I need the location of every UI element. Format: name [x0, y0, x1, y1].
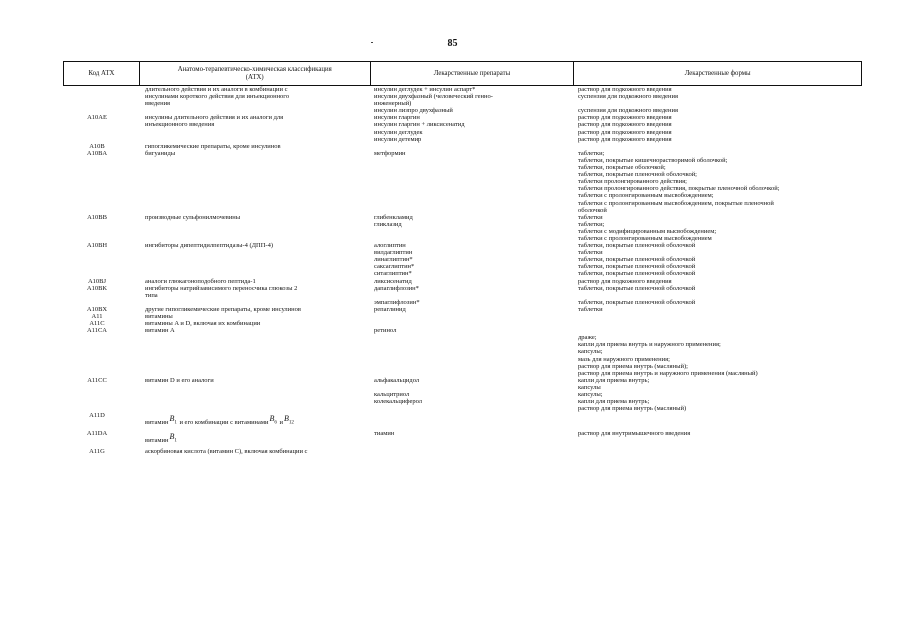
classification-text: и — [279, 419, 284, 427]
table-row — [63, 242, 862, 277]
classification-cell — [139, 86, 370, 114]
table-row — [63, 448, 862, 455]
vitamin-letter: B — [284, 414, 289, 424]
classification-cell — [139, 320, 370, 327]
forms-cell — [574, 214, 862, 242]
dosage-form — [578, 100, 862, 107]
header-classification-line1: Анатомо-терапевтическо-химическая классификация — [177, 65, 332, 73]
classification-cell — [139, 285, 370, 306]
atc-code: A10BJ — [87, 277, 107, 285]
classification-line: витамины — [145, 313, 173, 320]
drugs-cell — [370, 320, 574, 327]
classification-line: инсулины длительного действия и их аналоги для — [145, 114, 284, 122]
classification-cell — [139, 242, 370, 277]
drug-name — [374, 292, 570, 299]
dosage-form: капли для приема внутрь; — [578, 376, 650, 384]
forms-cell — [574, 86, 862, 114]
atc-code-cell — [63, 320, 139, 327]
drugs-cell — [370, 327, 574, 377]
drug-name: инсулин гларгин — [374, 114, 420, 122]
atc-code: A10BB — [87, 213, 107, 221]
dosage-form: раствор для подкожного введения — [578, 121, 672, 129]
dosage-form: таблетки, покрытые пленочной оболочкой — [578, 284, 696, 292]
dosage-form — [578, 327, 862, 334]
atc-code: A11CC — [87, 376, 107, 384]
header-drugs — [371, 62, 575, 85]
classification-line: ингибиторы натрийзависимого переносчика глюкозы 2 — [145, 284, 298, 292]
classification-cell — [139, 412, 370, 430]
classification-line: гипогликемические препараты, кроме инсулинов — [145, 142, 281, 150]
atc-code-cell — [63, 242, 139, 277]
header-forms — [574, 62, 862, 85]
drug-name — [374, 384, 570, 391]
forms-cell — [574, 114, 862, 142]
classification-line — [145, 412, 362, 430]
dosage-form: таблетки с модифицированным высвобождением; — [578, 227, 717, 235]
dosage-form: таблетки пролонгированного действия; — [578, 178, 687, 186]
forms-cell — [574, 150, 862, 214]
forms-cell — [574, 143, 862, 150]
drug-name: вилдаглиптин — [374, 249, 413, 257]
forms-cell — [574, 320, 862, 327]
atc-code-cell — [63, 285, 139, 306]
dosage-form: капли для приема внутрь и наружного применения; — [578, 341, 721, 349]
atc-code-cell — [63, 313, 139, 320]
drugs-cell — [370, 86, 574, 114]
dosage-form: капсулы; — [578, 348, 603, 356]
forms-cell — [574, 285, 862, 306]
dosage-form: таблетки пролонгированного действия, покрытые пленочной оболочкой; — [578, 185, 780, 193]
table-row — [63, 285, 862, 306]
atc-code: A11C — [89, 320, 105, 328]
dosage-form: капсулы — [578, 383, 601, 391]
classification-text: и его комбинации с витаминами — [179, 419, 269, 427]
drugs-cell — [370, 150, 574, 214]
dosage-form: таблетки, покрытые пленочной оболочкой; — [578, 171, 697, 179]
dosage-form: таблетки с пролонгированным высвобождением, покрытые пленочной — [578, 199, 774, 207]
header-drugs-label: Лекарственные препараты — [433, 69, 511, 77]
table-row — [63, 86, 862, 114]
page-number: 85 — [447, 38, 458, 49]
dosage-form — [578, 292, 862, 299]
header-forms-label: Лекарственные формы — [684, 69, 751, 77]
drug-name: глибенкламид — [374, 213, 413, 221]
classification-cell — [139, 278, 370, 285]
table-row — [63, 320, 862, 327]
forms-cell — [574, 430, 862, 448]
atc-code-cell — [63, 412, 139, 430]
drugs-cell — [370, 412, 574, 430]
classification-line: витамин D и его аналоги — [145, 376, 214, 384]
classification-line: инсулинами короткого действия для инъекционного — [145, 93, 290, 101]
classification-text: витамин — [145, 437, 169, 444]
classification-cell — [139, 430, 370, 448]
dosage-form: раствор для подкожного введения — [578, 114, 672, 122]
drug-name: инсулин гларгин + ликсисенатид — [374, 121, 465, 129]
table-row — [63, 214, 862, 242]
classification-line: длительного действия и их аналоги в комбинации с — [145, 86, 288, 93]
dosage-form: таблетки с пролонгированным высвобождением — [578, 234, 712, 242]
dosage-form: раствор для подкожного введения — [578, 86, 672, 93]
drugs-cell — [370, 214, 574, 242]
drugs-cell — [370, 430, 574, 448]
drugs-cell — [370, 313, 574, 320]
header-classification — [140, 62, 371, 85]
classification-cell — [139, 150, 370, 214]
classification-line: инъекционного введения — [145, 121, 215, 129]
dosage-form: таблетки, покрытые пленочной оболочкой — [578, 270, 696, 278]
drug-name: колекальциферол — [374, 398, 423, 406]
drug-name: ликсисенатид — [374, 277, 412, 285]
drug-name: инженерный) — [374, 100, 412, 108]
drug-name: инсулин деглудек — [374, 128, 423, 136]
dosage-form: раствор для подкожного введения — [578, 128, 672, 136]
forms-cell — [574, 448, 862, 455]
forms-cell — [574, 313, 862, 320]
drug-name: кальцитриол — [374, 391, 410, 399]
atc-code-cell — [63, 143, 139, 150]
forms-cell — [574, 278, 862, 285]
forms-cell — [574, 327, 862, 377]
atc-code-cell — [63, 86, 139, 114]
dosage-form: таблетки — [578, 305, 603, 313]
drug-name: тиамин — [374, 430, 395, 437]
atc-code-cell — [63, 448, 139, 455]
classification-cell — [139, 114, 370, 142]
drug-name: метформин — [374, 149, 406, 157]
atc-code-cell — [63, 278, 139, 285]
dosage-form: таблетки, покрытые оболочкой; — [578, 164, 666, 172]
dosage-form: таблетки, покрытые кишечнорастворимой оболочкой; — [578, 156, 728, 164]
drug-name: алоглиптин — [374, 242, 406, 250]
classification-line: другие гипогликемические препараты, кроме инсулинов — [145, 305, 301, 313]
vitamin-symbol — [283, 414, 295, 426]
drug-name: альфакальцидол — [374, 376, 420, 384]
atc-code: A10BX — [86, 305, 108, 313]
classification-cell — [139, 306, 370, 313]
drug-name: репаглинид — [374, 305, 406, 313]
vitamin-symbol — [168, 432, 177, 444]
classification-cell — [139, 377, 370, 412]
table-row — [63, 143, 862, 150]
classification-line — [145, 430, 362, 448]
table-body — [63, 86, 862, 455]
atc-code: A10BA — [86, 149, 108, 157]
dosage-form: мазь для наружного применения; — [578, 355, 670, 363]
forms-cell — [574, 242, 862, 277]
atc-code: A11CA — [87, 327, 107, 335]
dosage-form: раствор для внутримышечного введения — [578, 430, 691, 437]
atc-code: A11DA — [86, 430, 108, 437]
vitamin-subscript: 1 — [174, 438, 177, 444]
drugs-cell — [370, 114, 574, 142]
classification-cell — [139, 313, 370, 320]
dosage-form: раствор для приема внутрь (масляный) — [578, 405, 687, 413]
dosage-form: таблетки, покрытые пленочной оболочкой — [578, 242, 696, 250]
vitamin-subscript: 6 — [274, 420, 277, 426]
classification-line: витамин A — [145, 327, 175, 335]
dosage-form: оболочкой — [578, 206, 607, 214]
forms-cell — [574, 377, 862, 412]
dosage-form: суспензия для подкожного введения — [578, 93, 679, 101]
table-row — [63, 377, 862, 412]
dosage-form: драже; — [578, 334, 597, 342]
dosage-form: таблетки — [578, 249, 603, 257]
drug-name: эмпаглифлозин* — [374, 298, 420, 306]
atc-code-cell — [63, 114, 139, 142]
dosage-form: раствор для подкожного введения — [578, 135, 672, 143]
atc-code-cell — [63, 430, 139, 448]
vitamin-letter: B — [169, 414, 175, 424]
dosage-form: таблетки; — [578, 149, 605, 157]
classification-cell — [139, 327, 370, 377]
dosage-form: таблетки с пролонгированным высвобождением; — [578, 192, 714, 200]
vitamin-subscript: 1 — [174, 420, 177, 426]
drug-name: инсулин детемир — [374, 135, 422, 143]
atc-code: A11 — [91, 313, 103, 320]
classification-line: бигуаниды — [145, 149, 176, 157]
table-row — [63, 430, 862, 448]
header-code-label: Код АТХ — [88, 69, 115, 77]
table-header — [63, 61, 862, 86]
classification-line: ингибиторы дипептидилпептидазы-4 (ДПП-4) — [145, 242, 274, 250]
classification-cell — [139, 448, 370, 455]
atc-code: A11G — [89, 447, 105, 455]
drugs-cell — [370, 143, 574, 150]
vitamin-letter: B — [169, 432, 175, 441]
header-classification-line2: (АТХ) — [245, 73, 264, 81]
drugs-cell — [370, 242, 574, 277]
scan-speck — [371, 42, 373, 43]
drug-name: инсулин лизпро двухфазный — [374, 107, 453, 115]
atc-code: A10AE — [87, 114, 107, 122]
classification-line: аскорбиновая кислота (витамин C), включая комбинации с — [145, 447, 308, 455]
vitamin-symbol — [168, 414, 177, 426]
forms-cell — [574, 412, 862, 430]
drug-name: гликлазид — [374, 220, 402, 228]
atc-code: A10BH — [86, 242, 108, 250]
drugs-cell — [370, 278, 574, 285]
classification-line: производные сульфонилмочевины — [145, 213, 241, 221]
drugs-cell — [370, 448, 574, 455]
table-row — [63, 313, 862, 320]
drugs-cell — [370, 306, 574, 313]
atc-code: A11D — [89, 412, 105, 420]
drug-name: инсулин деглудек + инсулин аспарт* — [374, 86, 476, 93]
atc-code-cell — [63, 306, 139, 313]
classification-line: введения — [145, 100, 171, 108]
atc-code-cell — [63, 150, 139, 214]
dosage-form: таблетки; — [578, 220, 605, 228]
vitamin-symbol — [269, 414, 278, 426]
table-row — [63, 114, 862, 142]
dosage-form: таблетки, покрытые пленочной оболочкой — [578, 263, 696, 271]
atc-code-cell — [63, 377, 139, 412]
dosage-form: раствор для подкожного введения — [578, 277, 672, 285]
atc-table — [63, 61, 862, 455]
vitamin-subscript: 12 — [288, 420, 294, 426]
table-row — [63, 327, 862, 377]
header-code — [64, 62, 140, 85]
drugs-cell — [370, 377, 574, 412]
table-row — [63, 412, 862, 430]
table-row — [63, 278, 862, 285]
dosage-form: таблетки, покрытые пленочной оболочкой — [578, 256, 696, 264]
atc-code-cell — [63, 214, 139, 242]
dosage-form: раствор для приема внутрь и наружного применения (масляный) — [578, 369, 758, 377]
dosage-form: таблетки — [578, 213, 603, 221]
classification-line: аналоги глюкагоноподобного пептида-1 — [145, 277, 256, 285]
table-row — [63, 306, 862, 313]
drug-name: ситаглиптин* — [374, 270, 412, 278]
drugs-cell — [370, 285, 574, 306]
classification-text: витамин — [145, 419, 169, 427]
dosage-form: капсулы; — [578, 391, 603, 399]
atc-code: A10B — [89, 142, 105, 150]
dosage-form: таблетки, покрытые пленочной оболочкой — [578, 298, 696, 306]
dosage-form: капли для приема внутрь; — [578, 398, 650, 406]
forms-cell — [574, 306, 862, 313]
drug-name: ретинол — [374, 327, 397, 335]
classification-cell — [139, 214, 370, 242]
drug-name: инсулин двухфазный (человеческий генно- — [374, 93, 493, 101]
classification-cell — [139, 143, 370, 150]
dosage-form: раствор для приема внутрь (масляный); — [578, 362, 688, 370]
drug-name: линаглиптин* — [374, 256, 413, 264]
classification-line: типа — [145, 291, 158, 299]
drug-name: дапаглифлозин* — [374, 284, 419, 292]
vitamin-letter: B — [269, 414, 275, 424]
drug-name: саксаглиптин* — [374, 263, 415, 271]
dosage-form: суспензия для подкожного введения — [578, 107, 679, 115]
classification-line: витамины A и D, включая их комбинации — [145, 320, 261, 328]
atc-code-cell — [63, 327, 139, 377]
atc-code: A10BK — [86, 284, 108, 292]
table-row — [63, 150, 862, 214]
